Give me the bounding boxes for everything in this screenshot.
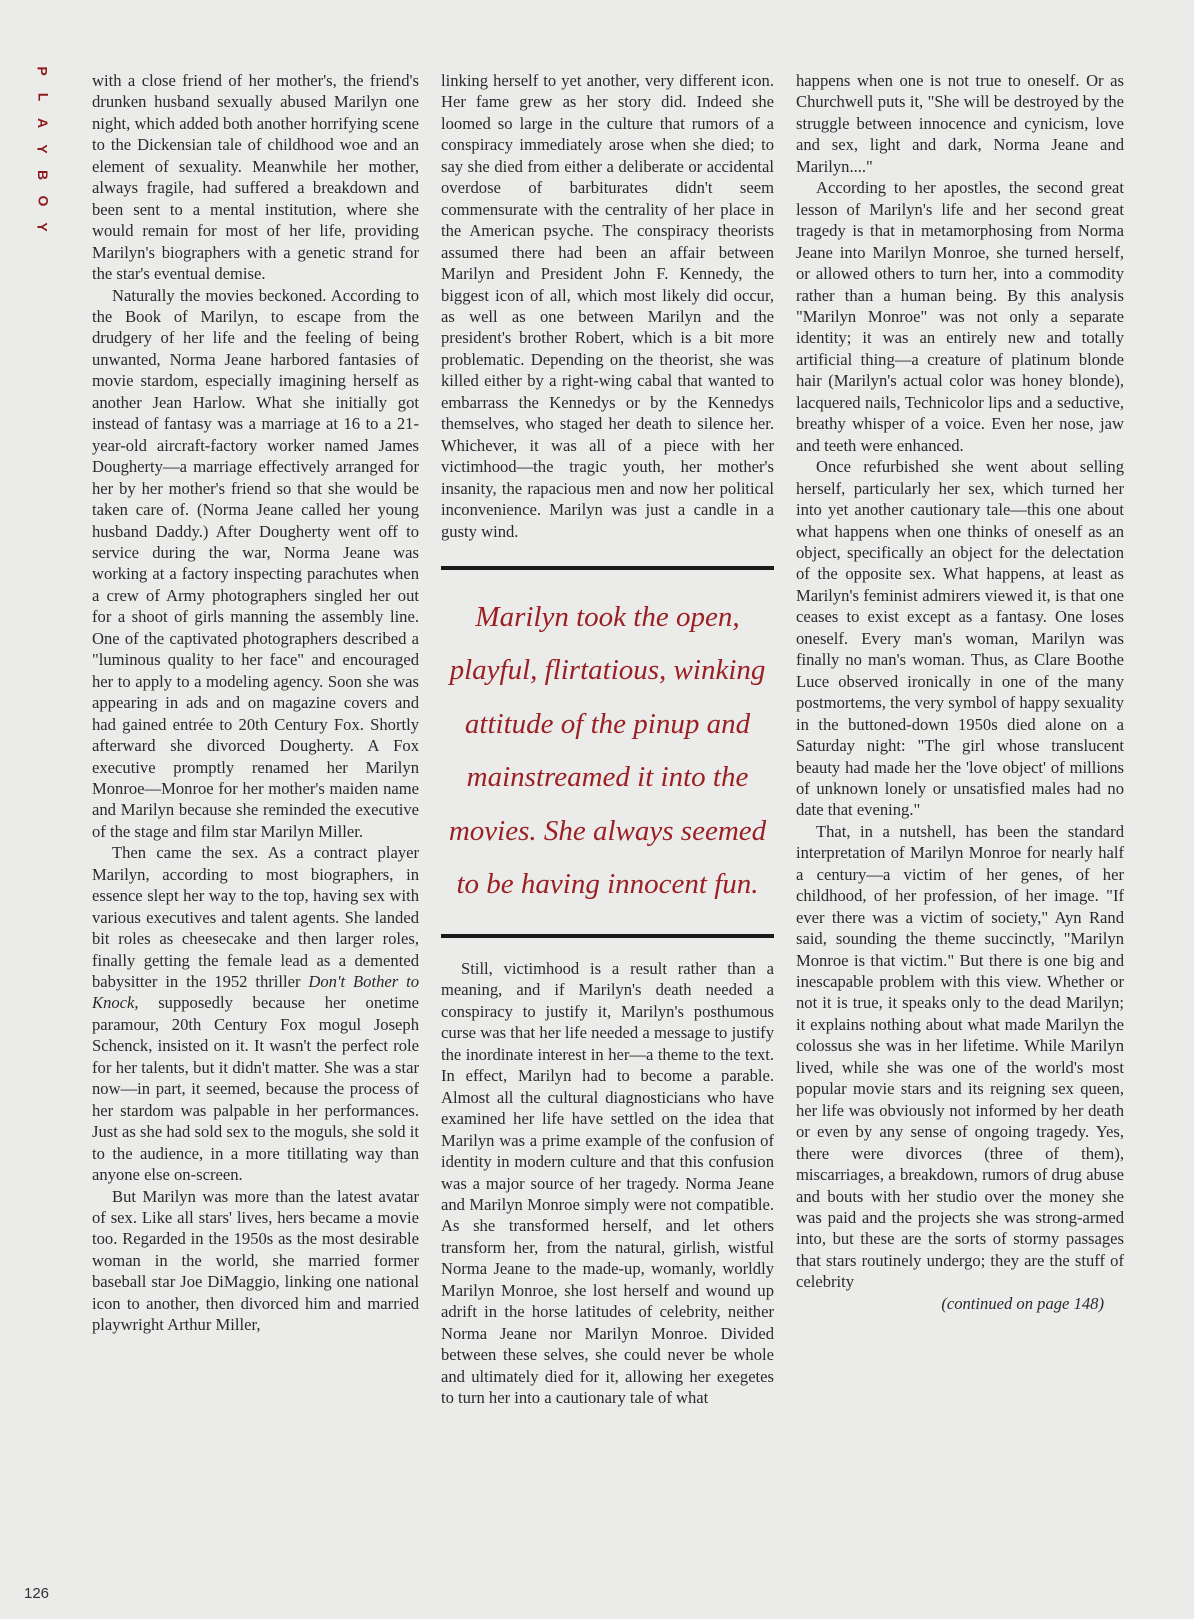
masthead-letter: O <box>34 195 51 207</box>
paragraph: with a close friend of her mother's, the friend's drunken husband sexually abused Marilyn one night, which added both another horrifying scene to the Dickensian tale of childhood woe and an element of sexuality. Meanwhile her mother, always fragile, had suffered a breakdown and been sent to a mental institution, where she would remain for most of her life, providing Marilyn's biographers with a genetic strand for the star's eventual demise. <box>92 71 419 284</box>
paragraph-text: Then came the sex. As a contract player Marilyn, according to most biographers, in essence slept her way to the top, having sex with various executives and talent agents. She landed bit roles as cheesecake and then larger roles, finally getting the female lead as a demented babysitter in the 1952 thriller <box>92 843 419 992</box>
paragraph <box>92 842 419 1185</box>
continued-note: (continued on page 148) <box>941 1293 1104 1313</box>
paragraph: But Marilyn was more than the latest avatar of sex. Like all stars' lives, hers became a movie too. Regarded in the 1950s as the most desirable woman in the world, she married former baseball star Joe DiMaggio, linking one national icon to another, then divorced him and married playwright Arthur Miller, <box>92 1186 419 1335</box>
paragraph: happens when one is not true to oneself. Or as Churchwell puts it, "She will be destroyed by the struggle between innocence and cynicism, love and sex, light and dark, Norma Jeane and Marilyn...." <box>796 71 1124 176</box>
masthead-letter: Y <box>35 222 51 232</box>
paragraph: That, in a nutshell, has been the standard interpretation of Marilyn Monroe for nearly half a century—a victim of her genes, of her childhood, of her profession, of her image. "If ever there was a victim of society," Ayn Rand said, sounding the theme succinctly, "Marilyn Monroe is that victim." But there is one big and inescapable problem with this view. Whether or not it is true, it speaks only to the dead Marilyn; it explains nothing about what made Marilyn the colossus she was in her lifetime. While Marilyn lived, while she was one of the world's most popular movie stars and its reigning sex queen, her life was obviously not informed by her death or even by any sense of ongoing tragedy. Yes, there were divorces (three of them), miscarriages, a breakdown, rumors of drug abuse and bouts with her studio over the money she was paid and the projects she was strong-armed into, but these are the sorts of stormy passages that stars routinely undergo; they are the stuff of celebrity <box>796 821 1124 1292</box>
text-column-1 <box>92 70 419 1336</box>
masthead-letter: B <box>35 169 51 181</box>
masthead-letter: A <box>35 117 51 129</box>
text-column-2 <box>441 70 774 1408</box>
paragraph: Once refurbished she went about selling herself, particularly her sex, which turned her into yet another cautionary tale—this one about what happens when one thinks of oneself as an object, specifically an object for the delectation of the opposite sex. What happens, at least as Marilyn's feminist admirers viewed it, is that one ceases to exist except as a fantasy. One loses oneself. Every man's woman, Marilyn was finally no man's woman. Thus, as Clare Boothe Luce observed ironically in one of the many postmortems, the very symbol of happy sexuality in the buttoned-down 1950s died alone on a Saturday night: "The girl whose translucent beauty had made her the 'love object' of millions of unknown lonely or unsatisfied males had no date that evening." <box>796 457 1124 820</box>
text-column-3 <box>796 70 1124 1314</box>
masthead-letter: P <box>35 66 51 76</box>
masthead-letter: Y <box>35 144 51 154</box>
paragraph: According to her apostles, the second great lesson of Marilyn's life and her second great tragedy is that in metamorphosing from Norma Jeane into Marilyn Monroe, she turned herself, or allowed others to turn her, into a commodity rather than a human being. By this analysis "Marilyn Monroe" was not only a separate identity; it was an entirely new and totally artificial thing—a creature of platinum blonde hair (Marilyn's actual color was honey blonde), lacquered nails, Technicolor lips and a seductive, breathy whisper of a voice. Even her nose, jaw and teeth were enhanced. <box>796 178 1124 455</box>
playboy-masthead <box>28 58 58 240</box>
paragraph-text: supposedly because her onetime paramour, 20th Century Fox mogul Joseph Schenck, insisted on it. It wasn't the perfect role for her talents, but it didn't matter. She was a star now—in part, it seemed, because the process of her stardom was palpable in her performances. Just as she had sold sex to the moguls, she sold it to the audience, in a more titillating way than anyone else on-screen. <box>92 993 419 1185</box>
paragraph: Still, victimhood is a result rather than a meaning, and if Marilyn's death needed a conspiracy to justify it, Marilyn's posthumous curse was that her life needed a message to justify the inordinate interest in her—a theme to the text. In effect, Marilyn had to become a parable. Almost all the cultural diagnosticians who have examined her life have settled on the idea that Marilyn was a prime example of the confusion of identity in modern culture and that this confusion was a major source of her tragedy. Norma Jeane and Marilyn Monroe simply were not compatible. As she transformed herself, and let others transform her, from the natural, girlish, wistful Norma Jeane to the made-up, womanly, worldly Marilyn Monroe, she lost herself and wound up adrift in the horse latitudes of celebrity, neither Norma Jeane nor Marilyn Monroe. Divided between these selves, she could never be whole and ultimately died for it, allowing her exegetes to turn her into a cautionary tale of what <box>441 958 774 1408</box>
paragraph: linking herself to yet another, very different icon. Her fame grew as her story did. Indeed she loomed so large in the culture that rumors of a conspiracy immediately arose when she died; to say she died from either a deliberate or accidental overdose of barbiturates didn't seem commensurate with the centrality of her place in the American psyche. The conspiracy theorists assumed there had been an affair between Marilyn and President John F. Kennedy, the biggest icon of all, which most likely did occur, as well as one between Marilyn and the president's brother Robert, which is a bit more problematic. Depending on the theorist, she was killed either by a right-wing cabal that wanted to embarrass the Kennedys or by the Kennedys themselves, who staged her death to silence her. Whichever, it was all of a piece with her victimhood—the tragic youth, her mother's insanity, the rapacious men and now her political inconvenience. Marilyn was just a candle in a gusty wind. <box>441 71 774 541</box>
paragraph: Naturally the movies beckoned. According to the Book of Marilyn, to escape from the drudgery of her life and the feeling of being unwanted, Norma Jeane harbored fantasies of movie stardom, especially imagining herself as another Jean Harlow. What she initially got instead of fantasy was a marriage at 16 to a 21-year-old aircraft-factory worker named James Dougherty—a marriage effectively arranged for her by her mother's friend so that she would be taken care of. (Norma Jeane called her young husband Daddy.) After Dougherty went off to service during the war, Norma Jeane was working at a factory inspecting parachutes when a crew of Army photographers singled her out for a shoot of girls manning the assembly line. One of the captivated photographers described a "luminous quality to her face" and encouraged her to apply to a modeling agency. Soon she was appearing in ads and on magazine covers and had gained entrée to 20th Century Fox. Shortly afterward she divorced Dougherty. A Fox executive promptly renamed her Marilyn Monroe—Monroe for her mother's maiden name and Marilyn because she reminded the executive of the stage and film star Marilyn Miller. <box>92 285 419 841</box>
film-title: Don't Bother to Knock, <box>92 972 419 1013</box>
page-number: 126 <box>24 1585 50 1602</box>
pull-quote: Marilyn took the open, playful, flirtatious, winking attitude of the pinup and mainstreamed it into the movies. She always seemed to be having innocent fun. <box>441 566 774 938</box>
masthead-letter: L <box>35 92 51 102</box>
